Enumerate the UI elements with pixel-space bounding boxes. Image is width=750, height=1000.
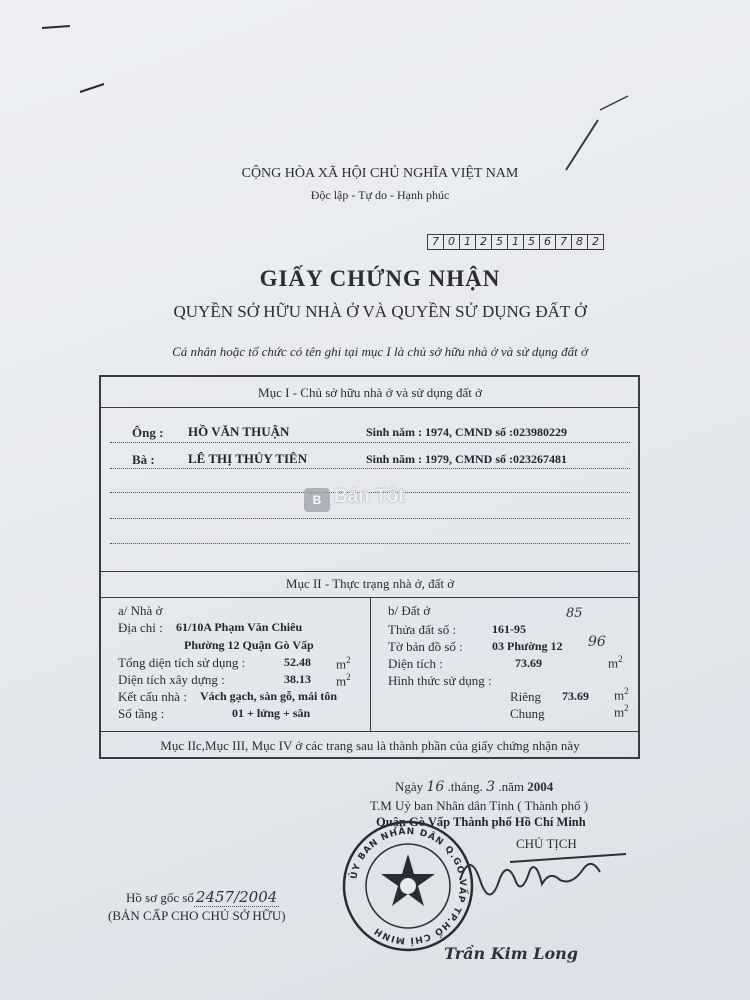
serial-number bbox=[428, 232, 604, 250]
total-area-value: 52.48 bbox=[284, 655, 311, 669]
document-title: GIẤY CHỨNG NHẬN bbox=[259, 266, 501, 291]
build-area-label: Diện tích xây dựng : bbox=[118, 672, 225, 687]
land-area-unit: $m^2$ bbox=[608, 654, 623, 671]
serial-digit: 7 bbox=[555, 234, 572, 250]
authority-line1: T.M Uỷ ban Nhân dân Tỉnh ( Thành phố ) bbox=[370, 798, 589, 813]
signer-role: CHỦ TỊCH bbox=[516, 836, 577, 851]
footer-note: Mục IIc,Mục III, Mục IV ở các trang sau là thành phần của giấy chứng nhận này bbox=[160, 738, 580, 753]
serial-digit: 1 bbox=[459, 234, 476, 250]
serial-digit: 0 bbox=[443, 234, 460, 250]
signer-name: Trần Kim Long bbox=[444, 944, 578, 963]
private-value: 73.69 bbox=[562, 689, 589, 703]
plot-value: 161-95 bbox=[492, 622, 526, 636]
section2-heading: Mục II - Thực trạng nhà ở, đất ở bbox=[285, 576, 455, 591]
record-value: 2457/2004 bbox=[195, 888, 278, 906]
serial-digit: 2 bbox=[475, 234, 492, 250]
house-heading: a/ Nhà ở bbox=[118, 603, 163, 618]
owner2-name: LÊ THỊ THỦY TIÊN bbox=[188, 451, 308, 466]
issue-day: 16 bbox=[426, 779, 445, 795]
owner1-birth: Sinh năm : 1974, CMND số :023980229 bbox=[366, 425, 568, 439]
plot-label: Thửa đất số : bbox=[388, 622, 457, 637]
shared-label: Chung bbox=[510, 706, 545, 721]
owner2-birth: Sinh năm : 1979, CMND số :023267481 bbox=[366, 452, 568, 466]
owner2-title: Bà : bbox=[132, 452, 155, 467]
map-handwritten: 96 bbox=[588, 634, 606, 650]
issue-month: 3 bbox=[486, 779, 496, 795]
issue-year: 2004 bbox=[527, 779, 554, 794]
address-label: Địa chỉ : bbox=[118, 620, 163, 635]
address-line1: 61/10A Phạm Văn Chiêu bbox=[176, 620, 303, 634]
floors-label: Số tầng : bbox=[118, 706, 165, 721]
shared-unit: $m^2$ bbox=[614, 703, 629, 720]
land-area-label: Diện tích : bbox=[388, 656, 443, 671]
address-line2: Phường 12 Quận Gò Vấp bbox=[184, 638, 314, 652]
serial-digit: 7 bbox=[427, 234, 444, 250]
private-label: Riêng bbox=[510, 689, 542, 704]
serial-digit: 1 bbox=[507, 234, 524, 250]
map-label: Tờ bản đồ số : bbox=[388, 639, 463, 654]
authority-line2: Quận Gò Vấp Thành phố Hồ Chí Minh bbox=[376, 815, 586, 829]
serial-digit: 5 bbox=[523, 234, 540, 250]
land-area-value: 73.69 bbox=[515, 656, 542, 670]
use-form-label: Hình thức sử dụng : bbox=[388, 673, 492, 688]
floors-value: 01 + lửng + sân bbox=[232, 706, 311, 720]
total-area-label: Tổng diện tích sử dụng : bbox=[118, 655, 246, 670]
build-area-value: 38.13 bbox=[284, 672, 311, 686]
section1-heading: Mục I - Chủ sở hữu nhà ở và sử dụng đất ở bbox=[258, 385, 482, 400]
serial-digit: 6 bbox=[539, 234, 556, 250]
issue-date: Ngày 16 .tháng. 3 .năm 2004 bbox=[395, 779, 554, 795]
private-unit: $m^2$ bbox=[614, 686, 629, 703]
serial-digit: 5 bbox=[491, 234, 508, 250]
owner1-title: Ông : bbox=[132, 425, 164, 440]
map-value: 03 Phường 12 bbox=[492, 639, 563, 653]
country-name: CỘNG HÒA XÃ HỘI CHỦ NGHĨA VIỆT NAM bbox=[241, 166, 519, 181]
record-number bbox=[126, 888, 279, 906]
copy-note: (BẢN CẤP CHO CHỦ SỞ HỮU) bbox=[108, 908, 286, 923]
land-heading: b/ Đất ở bbox=[388, 603, 431, 618]
watermark-brand: Bán Tốt bbox=[334, 486, 405, 507]
intro-text: Cá nhân hoặc tổ chức có tên ghi tại mục I là chủ sở hữu nhà ở và sử dụng đất ở bbox=[172, 344, 588, 359]
serial-digit: 8 bbox=[571, 234, 588, 250]
bt-logo-icon: B bbox=[304, 488, 330, 512]
serial-digit: 2 bbox=[587, 234, 604, 250]
plot-handwritten: 85 bbox=[566, 606, 583, 621]
handwritten-signature bbox=[450, 840, 640, 910]
owner1-name: HỒ VĂN THUẬN bbox=[188, 424, 290, 439]
seal-text: ỦY BAN NHÂN DÂN Q.GÒ VẤP TP.HỒ CHÍ MINH bbox=[349, 826, 468, 946]
total-area-unit: $m^2$ bbox=[336, 655, 351, 672]
motto: Độc lập - Tự do - Hạnh phúc bbox=[310, 188, 450, 202]
structure-value: Vách gạch, sàn gỗ, mái tôn bbox=[200, 689, 338, 703]
build-area-unit: $m^2$ bbox=[336, 672, 351, 689]
document-subtitle: QUYỀN SỞ HỮU NHÀ Ở VÀ QUYỀN SỬ DỤNG ĐẤT Ở bbox=[173, 302, 587, 321]
structure-label: Kết cấu nhà : bbox=[118, 689, 187, 704]
record-label: Hồ sơ gốc số bbox=[126, 890, 194, 905]
watermark bbox=[304, 486, 444, 516]
